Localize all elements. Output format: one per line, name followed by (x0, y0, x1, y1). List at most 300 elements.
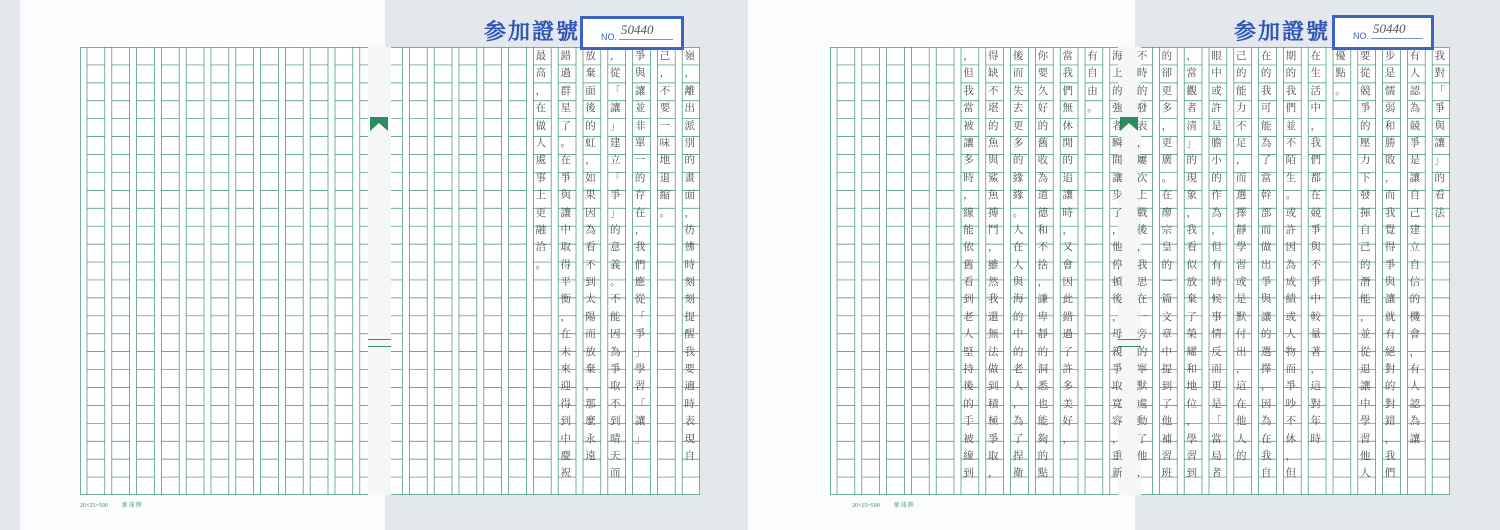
character: ， (1186, 415, 1197, 428)
character: 失 (1012, 84, 1024, 97)
character: 棄 (585, 67, 596, 80)
character: 當 (1211, 432, 1222, 445)
character: 不 (585, 258, 596, 271)
character: 得 (560, 258, 571, 271)
character: 適 (684, 380, 695, 393)
character: 耀 (1186, 345, 1197, 358)
character: 的 (1285, 67, 1297, 80)
character: 篇 (1161, 293, 1173, 306)
character: ， (585, 154, 596, 167)
character: 無 (988, 328, 999, 341)
character: 有 (1409, 50, 1421, 62)
character: 並 (1285, 119, 1297, 132)
character: 」 (610, 119, 621, 132)
character: 都 (1310, 171, 1321, 184)
character: 認 (1409, 84, 1421, 97)
character: 謙 (1037, 293, 1049, 306)
character: 認 (1409, 397, 1421, 410)
character: 堅 (963, 345, 974, 358)
character: 宗 (1161, 223, 1173, 236)
character: 爭 (1434, 102, 1445, 115)
character: 人 (1012, 258, 1024, 271)
character: 提 (684, 310, 695, 323)
character: 有 (1087, 50, 1098, 62)
character: 部 (1260, 206, 1272, 219)
character: 上 (535, 189, 547, 202)
character: 我 (1260, 449, 1272, 462)
character: 讓 (1062, 189, 1073, 202)
character: 廖 (1161, 206, 1173, 219)
id-number: 50440 (621, 22, 654, 37)
character: 的 (1136, 84, 1148, 97)
character: 手 (963, 415, 974, 428)
character: 機 (1409, 310, 1421, 323)
character: 與 (1260, 293, 1272, 306)
character: ， (634, 223, 646, 236)
character: ， (963, 189, 974, 202)
left-center-band (368, 47, 391, 495)
character: 」 (1434, 154, 1445, 167)
character: 取 (610, 380, 621, 393)
character: 爭 (634, 50, 646, 62)
character: 永 (585, 432, 596, 445)
character: 舊 (1037, 136, 1049, 149)
character: 的 (1260, 328, 1272, 341)
character: 在 (1310, 50, 1321, 62)
character: 自 (1087, 67, 1098, 80)
character: 容 (1112, 415, 1123, 428)
character: 我 (1285, 84, 1297, 97)
character: 著 (1310, 345, 1321, 358)
character: 的 (1161, 258, 1173, 271)
character: 頓 (1112, 276, 1123, 289)
character: 付 (1236, 328, 1247, 341)
character: 為 (1409, 415, 1421, 428)
character: 讓 (634, 84, 646, 97)
character: 看 (1434, 189, 1445, 202)
character: 覺 (1384, 223, 1396, 236)
text-column (1081, 48, 1104, 118)
character: 情 (1211, 328, 1222, 341)
text-column (1131, 48, 1154, 483)
character: 德 (1037, 206, 1049, 219)
character: 與 (560, 189, 571, 202)
text-column (554, 48, 577, 483)
character: 事 (1211, 310, 1222, 323)
character: 「 (1434, 84, 1445, 97)
character: 多 (1012, 136, 1024, 149)
character: 時 (1211, 276, 1222, 289)
character: 讓 (1409, 432, 1421, 445)
character: 更 (535, 206, 547, 219)
character: 更 (1012, 119, 1024, 132)
character: 現 (1186, 171, 1197, 184)
character: 新 (1112, 467, 1123, 480)
character: 中 (1310, 102, 1321, 115)
character: 魚 (988, 136, 999, 149)
character: 能 (1260, 119, 1272, 132)
character: 步 (1112, 189, 1123, 202)
character: 後 (1136, 223, 1148, 236)
character: 生 (1285, 171, 1297, 184)
character: 嶺 (684, 50, 695, 62)
character: 和 (1384, 119, 1396, 132)
character: 後 (1012, 50, 1024, 62)
character: 老 (1012, 363, 1024, 376)
character: 在 (535, 102, 547, 115)
header-title: 参加證號 (1234, 19, 1331, 45)
character: 放 (1186, 276, 1197, 289)
character: 下 (1360, 171, 1371, 184)
character: 的 (1409, 293, 1421, 306)
character: 。 (1161, 171, 1173, 184)
character: 堪 (988, 102, 999, 115)
character: 不 (610, 397, 621, 410)
character: 動 (1136, 415, 1148, 428)
character: 好 (1062, 415, 1073, 428)
character: 處 (535, 154, 547, 167)
character: 海 (1112, 50, 1123, 62)
character: 醒 (684, 328, 695, 341)
character: 象 (1186, 189, 1197, 202)
character: ， (1310, 119, 1321, 132)
character: 足 (1236, 136, 1247, 149)
character: 學 (634, 363, 646, 376)
character: 到 (585, 276, 596, 289)
character: 更 (1211, 380, 1222, 393)
character: 為 (1037, 171, 1049, 184)
character: 而 (585, 328, 596, 341)
character: ， (1112, 310, 1123, 323)
character: 取 (1112, 380, 1123, 393)
character: 這 (1310, 380, 1321, 393)
character: ， (1236, 363, 1247, 376)
character: 寬 (1112, 397, 1123, 410)
character: 從 (1360, 345, 1371, 358)
character: 爭 (1310, 276, 1321, 289)
character: 會 (1409, 328, 1421, 341)
character: 時 (1136, 67, 1148, 80)
text-column (1230, 48, 1253, 465)
character: 的 (1384, 380, 1396, 393)
character: 因 (1260, 397, 1272, 410)
character: 鯊 (988, 171, 999, 184)
character: 一 (634, 154, 646, 167)
character: ， (659, 67, 671, 80)
character: ， (684, 67, 695, 80)
character: 晴 (610, 432, 621, 445)
character: 多 (1161, 102, 1173, 115)
character: 得 (1384, 241, 1396, 254)
character: 和 (1186, 363, 1197, 376)
character: 讓 (1384, 293, 1396, 306)
character: 緣 (1012, 189, 1024, 202)
character: 一 (1161, 276, 1173, 289)
character: 陽 (585, 310, 596, 323)
character: 自 (1360, 223, 1371, 236)
character: 人 (963, 328, 974, 341)
character: 物 (1285, 345, 1297, 358)
character: 悉 (1037, 380, 1049, 393)
character: 年 (1310, 415, 1321, 428)
character: 放 (585, 50, 596, 62)
character: 能 (963, 223, 974, 236)
character: 的 (1012, 310, 1024, 323)
character: 們 (1310, 154, 1321, 167)
character: 讓 (963, 136, 974, 149)
character: 不 (1310, 258, 1321, 271)
character: 成 (1285, 276, 1297, 289)
character: 皇 (1161, 241, 1173, 254)
character: 不 (610, 293, 621, 306)
character: 戰 (1136, 206, 1148, 219)
text-column (653, 48, 676, 222)
character: 的 (963, 397, 974, 410)
character: ， (535, 84, 547, 97)
character: 習 (634, 380, 646, 393)
character: 但 (963, 67, 974, 80)
character: 當 (963, 102, 974, 115)
character: 我 (634, 241, 646, 254)
character: 休 (1285, 432, 1297, 445)
character: 為 (585, 223, 596, 236)
character: 休 (1062, 119, 1073, 132)
character: 海 (1012, 293, 1024, 306)
character: 爭 (1112, 363, 1123, 376)
center-marker (368, 339, 391, 347)
character: ， (1310, 363, 1321, 376)
character: 局 (1211, 449, 1222, 462)
character: 和 (1037, 223, 1049, 236)
character: 高 (535, 67, 547, 80)
character: 補 (1161, 432, 1173, 445)
character: 非 (634, 119, 646, 132)
character: ， (988, 467, 999, 480)
character: 為 (1211, 206, 1222, 219)
character: 時 (684, 397, 695, 410)
character: 事 (535, 171, 547, 184)
id-number-box (580, 16, 684, 50)
text-column (1180, 48, 1203, 483)
character: 而 (1384, 189, 1396, 202)
id-prefix: NO. (1353, 31, 1370, 41)
character: 們 (634, 258, 646, 271)
character: 讓 (1360, 380, 1371, 393)
character: 己 (659, 50, 671, 62)
character: 老 (963, 310, 974, 323)
character: ， (988, 241, 999, 254)
character: 彿 (684, 241, 695, 254)
character: 廣 (1161, 154, 1173, 167)
character: ， (684, 206, 695, 219)
character: ， (1062, 432, 1073, 445)
character: 人 (1012, 380, 1024, 393)
character: 競 (1360, 84, 1371, 97)
character: 作 (1211, 189, 1222, 202)
character: 意 (610, 241, 621, 254)
character: 鬥 (988, 223, 999, 236)
character: 期 (1285, 50, 1297, 62)
character: 義 (610, 258, 621, 271)
character: 為 (1260, 415, 1272, 428)
character: 那 (585, 397, 596, 410)
character: 如 (585, 171, 596, 184)
text-column (1279, 48, 1302, 483)
character: 群 (560, 84, 571, 97)
character: 讓 (610, 102, 621, 115)
character: 當 (1260, 171, 1272, 184)
text-column (1031, 48, 1054, 483)
character: 棄 (585, 363, 596, 376)
character: 」 (634, 345, 646, 358)
character: 點 (1037, 467, 1049, 480)
character: ， (1161, 119, 1173, 132)
character: 有 (1409, 363, 1421, 376)
character: 的 (1161, 50, 1173, 62)
character: 讓 (634, 415, 646, 428)
character: 。 (1285, 189, 1297, 202)
character: 出 (684, 102, 695, 115)
character: 文 (1161, 310, 1173, 323)
character: 強 (1112, 102, 1123, 115)
character: 會 (1062, 258, 1073, 271)
character: 為 (1285, 258, 1297, 271)
character: ， (1062, 223, 1073, 236)
character: 我 (1384, 206, 1396, 219)
character: 的 (1236, 67, 1247, 80)
character: 中 (1310, 293, 1321, 306)
character: 學 (1186, 432, 1197, 445)
character: 親 (1112, 345, 1123, 358)
character: 不 (988, 84, 999, 97)
text-column (982, 48, 1005, 483)
character: 反 (1211, 345, 1222, 358)
character: 舊 (963, 258, 974, 271)
character: 退 (659, 171, 671, 184)
character: 祝 (560, 467, 571, 480)
character: 選 (1260, 345, 1272, 358)
character: 爭 (1360, 102, 1371, 115)
character: 自 (1260, 467, 1272, 480)
character: 是 (1211, 119, 1222, 132)
character: 的 (1360, 119, 1371, 132)
character: ， (1136, 241, 1148, 254)
character: 陌 (1285, 154, 1297, 167)
character: 也 (1037, 397, 1049, 410)
character: 「 (634, 397, 646, 410)
page-footer: 20×25=500 象球牌 (80, 503, 143, 509)
character: 是 (1236, 293, 1247, 306)
character: 對 (1434, 67, 1445, 80)
character: 極 (988, 415, 999, 428)
character: 未 (560, 345, 571, 358)
character: ， (1136, 136, 1148, 149)
character: 而 (610, 467, 621, 480)
text-column (579, 48, 602, 465)
character: 他 (1161, 415, 1173, 428)
character: ， (560, 310, 571, 323)
character: 在 (1136, 293, 1148, 306)
character: ， (1112, 432, 1123, 445)
character: 到 (963, 293, 974, 306)
character: 刻 (684, 293, 695, 306)
character: 從 (634, 293, 646, 306)
character: 更 (1161, 84, 1173, 97)
character: 的 (610, 223, 621, 236)
text-column (629, 48, 652, 448)
character: 自 (1409, 258, 1421, 271)
character: 他 (1112, 241, 1123, 254)
character: 選 (1236, 189, 1247, 202)
character: 在 (1260, 50, 1272, 62)
character: 要 (684, 363, 695, 376)
character: 寧 (1136, 363, 1148, 376)
character: 無 (1062, 102, 1073, 115)
character: 衡 (560, 293, 571, 306)
character: 許 (1285, 223, 1297, 236)
character: 小 (1211, 154, 1222, 167)
character: 次 (1136, 171, 1148, 184)
character: 我 (1186, 223, 1197, 236)
character: 當 (1186, 67, 1197, 80)
character: 出 (1260, 258, 1272, 271)
character: 「 (1211, 415, 1222, 428)
character: 因 (1062, 276, 1073, 289)
character: 而 (1285, 363, 1297, 376)
character: 提 (1161, 363, 1173, 376)
character: 要 (1360, 50, 1371, 62)
character: 與 (634, 67, 646, 80)
text-column (1106, 48, 1129, 483)
character: 單 (634, 136, 646, 149)
character: 而 (1012, 67, 1024, 80)
text-column (678, 48, 701, 465)
character: 人 (1409, 380, 1421, 393)
character: 從 (610, 67, 621, 80)
character: 麼 (585, 415, 596, 428)
character: 許 (1062, 363, 1073, 376)
character: 爭 (1310, 223, 1321, 236)
character: 瞬 (1112, 136, 1123, 149)
character: 天 (610, 449, 621, 462)
character: 道 (1037, 189, 1049, 202)
text-column (1205, 48, 1228, 483)
character: 爭 (1409, 136, 1421, 149)
character: 的 (684, 154, 695, 167)
character: 虹 (585, 136, 596, 149)
character: ， (1112, 223, 1123, 236)
text-column (1403, 48, 1426, 448)
character: 讓 (1434, 136, 1445, 149)
character: 派 (684, 119, 695, 132)
character: 中 (1360, 397, 1371, 410)
character: 重 (1112, 449, 1123, 462)
text-column (1056, 48, 1079, 448)
character: 者 (1112, 119, 1123, 132)
character: 線 (963, 206, 974, 219)
character: 的 (1112, 84, 1123, 97)
character: ， (1384, 171, 1396, 184)
character: 表 (1136, 119, 1148, 132)
character: 我 (1310, 136, 1321, 149)
character: 久 (1037, 84, 1049, 97)
character: 做 (535, 119, 547, 132)
character: 時 (1310, 432, 1321, 445)
character: ， (1037, 276, 1049, 289)
character: 面 (684, 189, 695, 202)
character: 榮 (1186, 328, 1197, 341)
character: 了 (1260, 154, 1272, 167)
